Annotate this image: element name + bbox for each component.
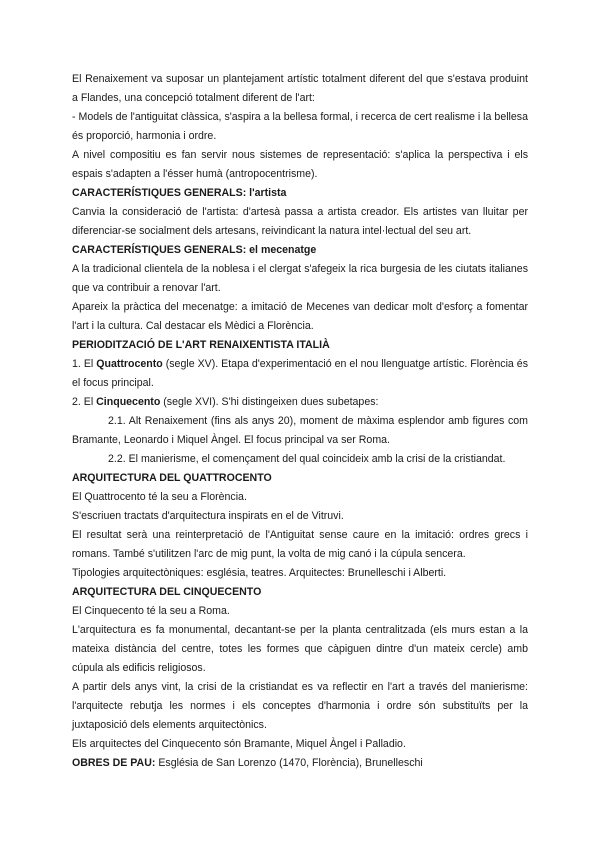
heading-arquitectura-cinquecento: ARQUITECTURA DEL CINQUECENTO: [72, 586, 262, 598]
heading-periodització: PERIODITZACIÓ DE L'ART RENAIXENTISTA ITALIÀ: [72, 339, 330, 351]
intro-paragraph: El Renaixement va suposar un plantejament artístic totalment diferent del que s'estava produint a Flandes, una concepció totalment diferent de l'art:: [72, 73, 528, 104]
quattrocento-seu: El Quattrocento té la seu a Florència.: [72, 491, 247, 503]
clientela-paragraph: A la tradicional clientela de la noblesa i el clergat s'afegeix la rica burgesia de les ciutats italianes que va contribuir a renovar l'art.: [72, 263, 528, 294]
quattrocento-term: Quattrocento: [96, 358, 163, 370]
cinquecento-item: [72, 393, 528, 412]
subitem-manierisme: 2.2. El manierisme, el començament del qual coincideix amb la crisi de la cristiandat.: [108, 453, 506, 465]
item-prefix: 2. El: [72, 396, 97, 408]
tractats-paragraph: S'escriuen tractats d'arquitectura inspirats en el de Vitruvi.: [72, 510, 344, 522]
artista-paragraph: Canvia la consideració de l'artista: d'artesà passa a artista creador. Els artistes van lluitar per diferenciar-se socialment dels artesans, reivindicant la natura intel·lectual del seu art.: [72, 206, 528, 237]
models-paragraph: - Models de l'antiguitat clàssica, s'aspira a la bellesa formal, i recerca de cert realisme i la bellesa és proporció, harmonia i ordre.: [72, 111, 528, 142]
manierisme-paragraph: A partir dels anys vint, la crisi de la cristiandat es va reflectir en l'art a través del manierisme: l'arquitecte rebutja les normes i els conceptes d'harmonia i ordre són substituïts per la juxtaposició dels elements arquitectònics.: [72, 681, 528, 731]
heading-arquitectura-quattrocento: ARQUITECTURA DEL QUATTROCENTO: [72, 472, 272, 484]
tipologies-paragraph: Tipologies arquitectòniques: església, teatres. Arquitectes: Brunelleschi i Alberti.: [72, 567, 447, 579]
subitem-alt-renaixement: 2.1. Alt Renaixement (fins als anys 20), moment de màxima esplendor amb figures com Bramante, Leonardo i Miquel Àngel. El focus principal va ser Roma.: [72, 415, 528, 446]
item-prefix: 1. El: [72, 358, 97, 370]
cinquecento-seu: El Cinquecento té la seu a Roma.: [72, 605, 230, 617]
document-body: [72, 70, 528, 773]
item-text: (segle XV). Etapa d'experimentació en el nou llenguatge artístic. Florència és el focus principal.: [72, 358, 528, 389]
item-text: (segle XVI). S'hi distingeixen dues subetapes:: [160, 396, 379, 408]
heading-mecenatge: CARACTERÍSTIQUES GENERALS: el mecenatge: [72, 244, 317, 256]
monumental-paragraph: L'arquitectura es fa monumental, decantant-se per la planta centralitzada (els murs estan a la mateixa distància del centre, totes les formes que càpiguen dintre d'un mateix cercle) amb cúpula als edificis religiosos.: [72, 624, 528, 674]
composition-paragraph: A nivel compositiu es fan servir nous sistemes de representació: s'aplica la perspectiva i els espais s'adapten a l'ésser humà (antropocentrisme).: [72, 149, 528, 180]
quattrocento-item: [72, 355, 528, 393]
obres-text: Església de San Lorenzo (1470, Florència), Brunelleschi: [155, 757, 423, 769]
obres-paragraph: [72, 754, 528, 773]
mecenatge-paragraph: Apareix la pràctica del mecenatge: a imitació de Mecenes van dedicar molt d'esforç a fomentar l'art i la cultura. Cal destacar els Mèdici a Florència.: [72, 301, 528, 332]
arquitectes-paragraph: Els arquitectes del Cinquecento són Bramante, Miquel Àngel i Palladio.: [72, 738, 406, 750]
resultat-paragraph: El resultat serà una reinterpretació de l'Antiguitat sense caure en la imitació: ordres grecs i romans. També s'utilitzen l'arc de mig punt, la volta de mig canó i la cúpula sencera.: [72, 529, 528, 560]
obres-label: OBRES DE PAU:: [72, 757, 156, 769]
cinquecento-term: Cinquecento: [96, 396, 161, 408]
heading-artista: CARACTERÍSTIQUES GENERALS: l'artista: [72, 187, 287, 199]
